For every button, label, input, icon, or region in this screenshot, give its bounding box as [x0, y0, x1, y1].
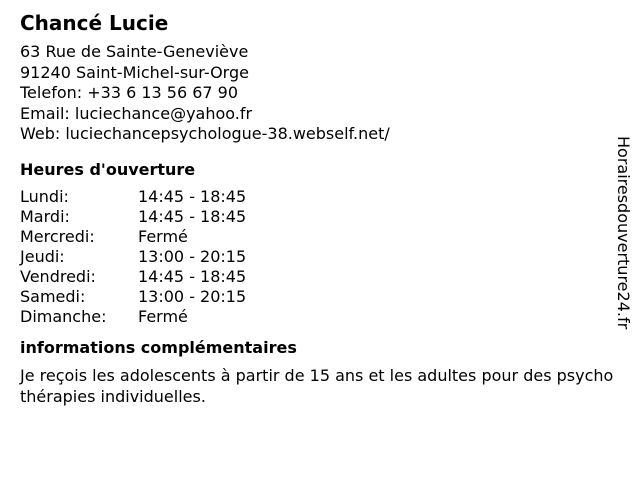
hours-time: 13:00 - 20:15	[138, 286, 247, 306]
hours-row	[20, 207, 246, 227]
website-line[interactable]: Web: luciechancepsychologue-38.webself.net/	[20, 124, 390, 143]
email-line[interactable]: Email: luciechance@yahoo.fr	[20, 103, 253, 123]
hours-day: Vendredi:	[20, 266, 96, 286]
address-city: 91240 Saint-Michel-sur-Orge	[20, 62, 249, 82]
hours-time: 14:45 - 18:45	[138, 206, 247, 226]
hours-day: Samedi:	[20, 286, 86, 306]
hours-day: Mardi:	[20, 206, 70, 226]
hours-time: Fermé	[138, 306, 188, 326]
hours-day: Lundi:	[20, 186, 69, 206]
hours-time: 14:45 - 18:45	[138, 186, 247, 206]
hours-heading: Heures d'ouverture	[20, 159, 196, 179]
hours-row	[20, 227, 246, 247]
site-brand-watermark: Horairesdouverture24.fr	[614, 136, 633, 330]
contact-block	[20, 42, 610, 145]
hours-row	[20, 187, 246, 207]
info-text: Je reçois les adolescents à partir de 15 ans et les adultes pour des psychothérapies individuelles.	[20, 365, 614, 406]
hours-day: Mercredi:	[20, 226, 95, 246]
hours-row	[20, 307, 246, 327]
phone-line[interactable]: Telefon: +33 6 13 56 67 90	[20, 83, 239, 102]
business-listing	[20, 10, 614, 407]
info-heading: informations complémentaires	[20, 337, 297, 357]
hours-time: 13:00 - 20:15	[138, 246, 247, 266]
hours-row	[20, 267, 246, 287]
hours-row	[20, 247, 246, 267]
hours-day: Dimanche:	[20, 306, 107, 326]
business-name: Chancé Lucie	[20, 11, 169, 35]
hours-time: Fermé	[138, 226, 188, 246]
address-street: 63 Rue de Sainte-Geneviève	[20, 42, 249, 61]
opening-hours-table	[20, 187, 246, 327]
hours-time: 14:45 - 18:45	[138, 266, 247, 286]
hours-row	[20, 287, 246, 307]
hours-day: Jeudi:	[20, 246, 65, 266]
